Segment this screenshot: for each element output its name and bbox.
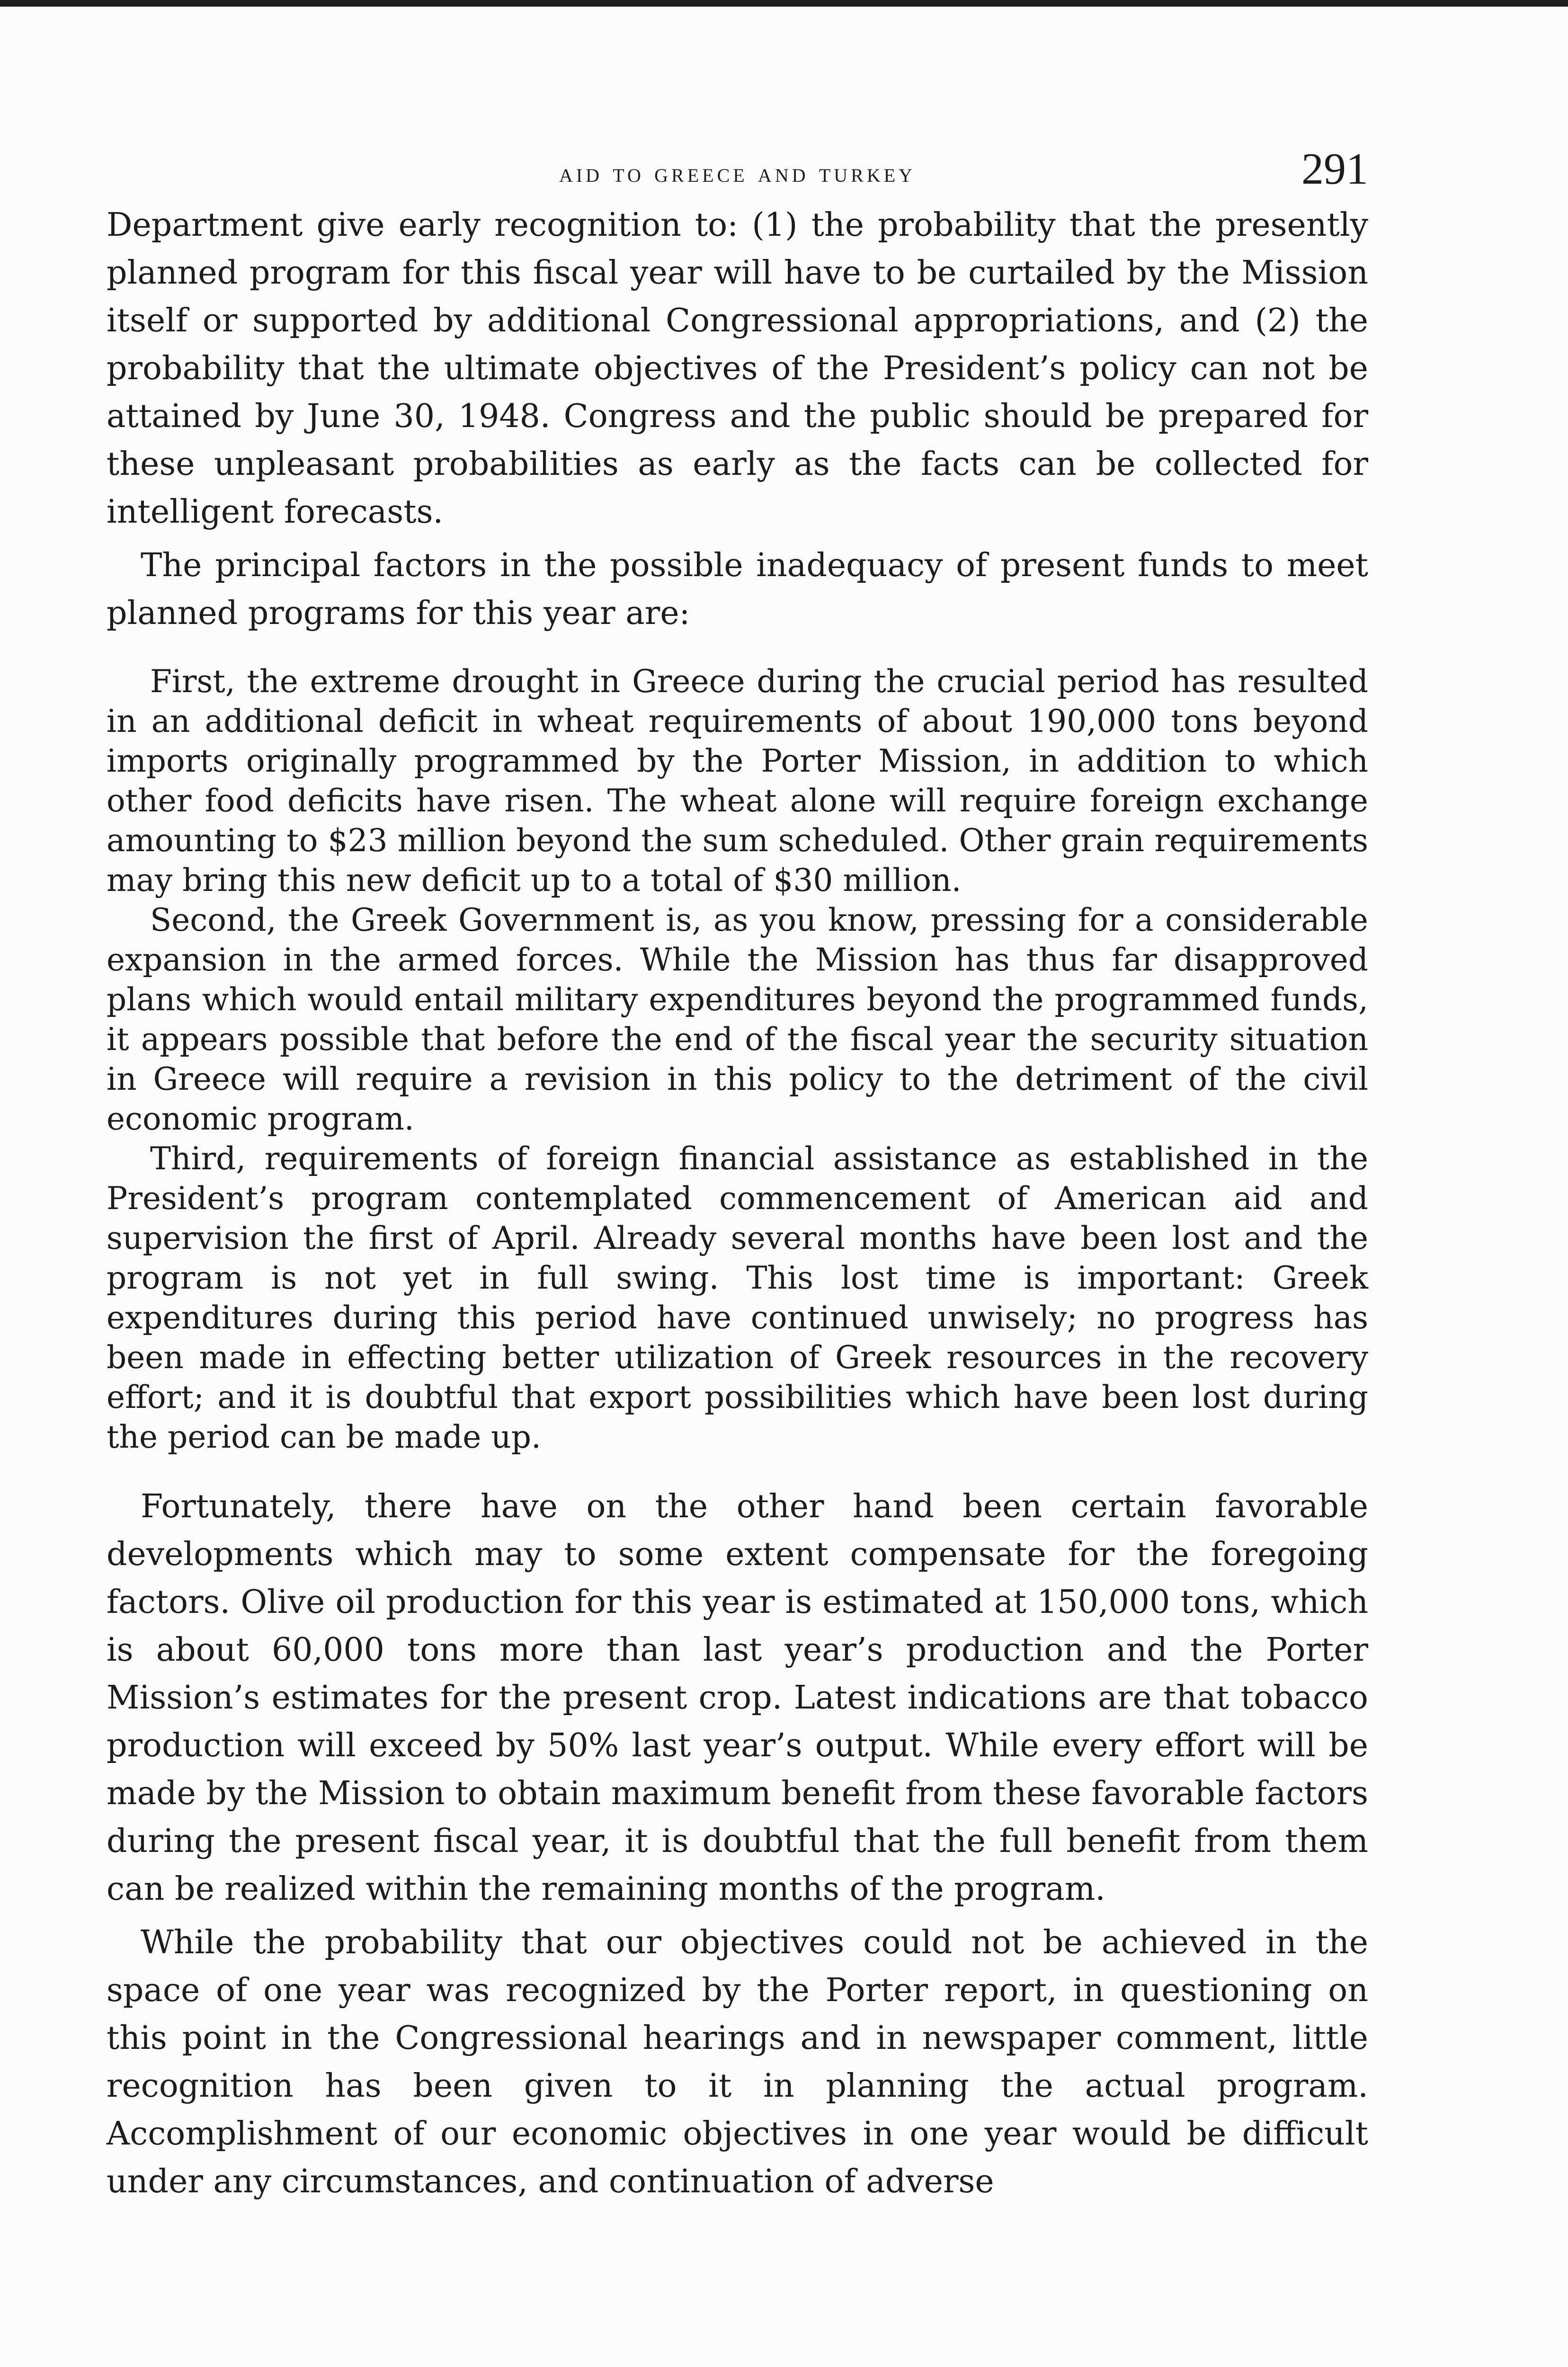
paragraph-2: The principal factors in the possible inadequacy of present funds to meet planned programs for this year are: [107, 547, 1368, 632]
paragraph-1: Department give early recognition to: (1) the probability that the presently planned program for this fiscal year will have to be curtailed by the Mission itself or supported by additional Congressional appropriations, and (2) the probability that the ultimate objectives of the President’s policy can not be attained by June 30, 1948. Congress and the public should be prepared for these unpleasant probabilities as early as the facts can be collected for intelligent forecasts. [107, 206, 1368, 531]
paragraph-4: While the probability that our objectives could not be achieved in the space of one year was recognized by the Porter report, in questioning on this point in the Congressional hearings and in newspaper comment, little recognition has been given to it in planning the actual program. Accomplishment of our economic objectives in one year would be difficult under any circumstances, and continuation of adverse [107, 1924, 1368, 2200]
running-title: aid to greece and turkey [559, 158, 916, 188]
quoted-block [107, 662, 1368, 1457]
paragraph-3: Fortunately, there have on the other hand been certain favorable developments which may to some extent compensate for the foregoing factors. Olive oil production for this year is estimated at 150,000 tons, which is about 60,000 tons more than last year’s production and the Porter Mission’s estimates for the present crop. Latest indications are that tobacco production will exceed by 50% last year’s output. While every effort will be made by the Mission to obtain maximum benefit from these favorable factors during the present fiscal year, it is doubtful that the full benefit from them can be realized within the remaining months of the program. [107, 1488, 1368, 1908]
top-edge-rule [0, 0, 1568, 7]
document-page [107, 140, 1368, 2206]
quote-paragraph-second: Second, the Greek Government is, as you know, pressing for a considerable expansion in the armed forces. While the Mission has thus far disapproved plans which would entail military expenditures beyond the programmed funds, it appears possible that before the end of the fiscal year the security situation in Greece will require a revision in this policy to the detriment of the civil economic program. [107, 902, 1368, 1137]
quote-paragraph-third: Third, requirements of foreign financial assistance as established in the President’s program contemplated commencement of American aid and supervision the first of April. Already several months have been lost and the program is not yet in full swing. This lost time is important: Greek expenditures during this period have continued unwisely; no progress has been made in effecting better utilization of Greek resources in the recovery effort; and it is doubtful that export possibilities which have been lost during the period can be made up. [107, 1140, 1368, 1455]
page-number: 291 [1301, 144, 1368, 194]
running-head [107, 140, 1368, 201]
quote-paragraph-first: First, the extreme drought in Greece during the crucial period has resulted in an additional deficit in wheat requirements of about 190,000 tons beyond imports originally programmed by the Porter Mission, in addition to which other food deficits have risen. The wheat alone will require foreign exchange amounting to $23 million beyond the sum scheduled. Other grain requirements may bring this new deficit up to a total of $30 million. [107, 663, 1368, 899]
